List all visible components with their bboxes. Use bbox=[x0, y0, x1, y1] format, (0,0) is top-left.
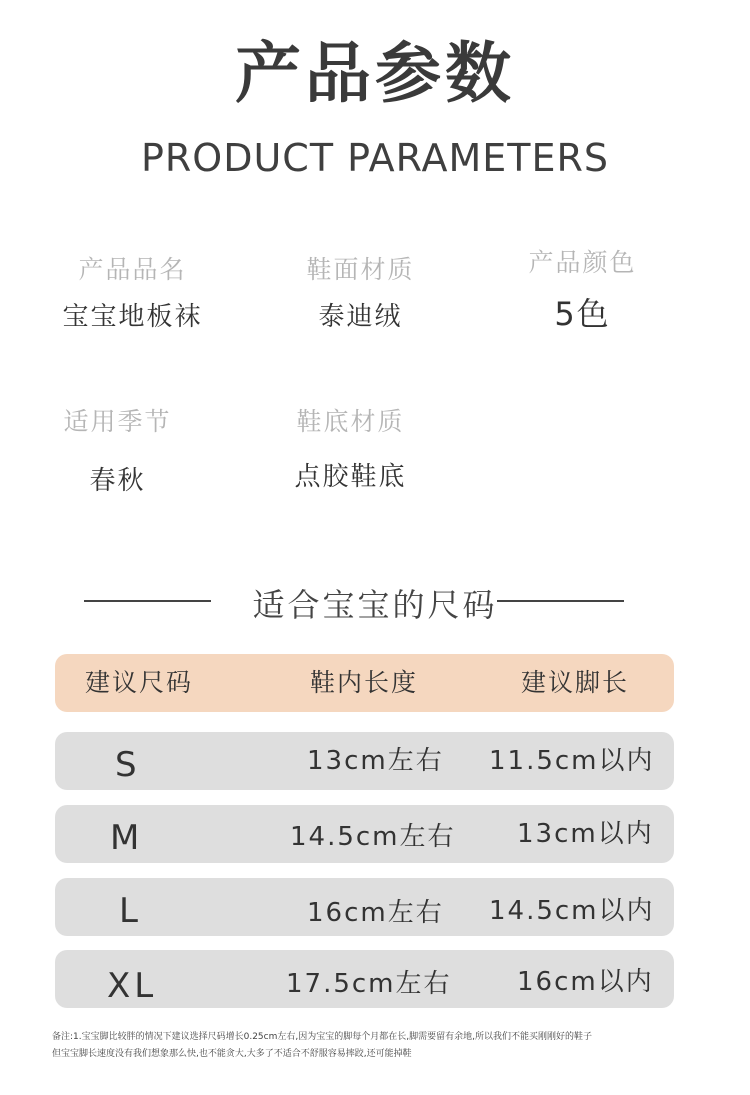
table-row bbox=[55, 950, 674, 1008]
header-foot-length: 建议脚长 bbox=[521, 668, 630, 697]
table-row bbox=[55, 732, 674, 790]
param-value: 春秋 bbox=[89, 466, 146, 496]
param-value: 点胶鞋底 bbox=[294, 462, 407, 492]
param-season bbox=[25, 402, 210, 497]
param-label: 适用季节 bbox=[63, 407, 172, 436]
header-recommended-size: 建议尺码 bbox=[85, 668, 194, 697]
foot-length-value: 11.5cm以内 bbox=[489, 746, 655, 776]
page-title: 产品参数 bbox=[235, 35, 515, 112]
inner-length-value: 14.5cm左右 bbox=[290, 822, 456, 852]
size-value: L bbox=[119, 891, 142, 931]
size-section-heading: 适合宝宝的尺码 bbox=[252, 586, 498, 624]
param-label: 产品颜色 bbox=[528, 248, 637, 277]
size-value: S bbox=[115, 745, 141, 785]
table-row bbox=[55, 878, 674, 936]
size-table-header bbox=[55, 654, 674, 712]
param-label: 鞋底材质 bbox=[296, 407, 405, 436]
size-value: M bbox=[110, 818, 144, 858]
inner-length-value: 13cm左右 bbox=[307, 746, 444, 776]
footnote-line-2: 但宝宝脚长速度没有我们想象那么快,也不能贪大,大多了不适合不舒服容易摔跤,还可能掉鞋 bbox=[52, 1049, 412, 1059]
foot-length-value: 13cm以内 bbox=[517, 819, 654, 849]
page-subtitle: PRODUCT PARAMETERS bbox=[140, 136, 609, 180]
size-value: XL bbox=[107, 966, 158, 1006]
header-inner-length: 鞋内长度 bbox=[310, 668, 419, 697]
table-row bbox=[55, 805, 674, 863]
foot-length-value: 14.5cm以内 bbox=[489, 896, 655, 926]
param-label: 产品品名 bbox=[78, 255, 187, 284]
param-value: 宝宝地板袜 bbox=[62, 302, 203, 332]
param-value: 5色 bbox=[554, 295, 611, 333]
param-upper-material bbox=[268, 250, 453, 333]
param-sole-material bbox=[258, 402, 443, 493]
foot-length-value: 16cm以内 bbox=[517, 967, 654, 997]
footnote bbox=[52, 1029, 712, 1063]
param-color bbox=[490, 243, 675, 335]
footnote-line-1: 备注:1.宝宝脚比较胖的情况下建议选择尺码增长0.25cm左右,因为宝宝的脚每个月都在长,脚需要留有余地,所以我们不能买刚刚好的鞋子 bbox=[52, 1032, 592, 1042]
param-product-name bbox=[40, 250, 225, 333]
inner-length-value: 16cm左右 bbox=[307, 898, 444, 928]
param-value: 泰迪绒 bbox=[318, 302, 403, 332]
inner-length-value: 17.5cm左右 bbox=[286, 969, 452, 999]
param-label: 鞋面材质 bbox=[306, 255, 415, 284]
